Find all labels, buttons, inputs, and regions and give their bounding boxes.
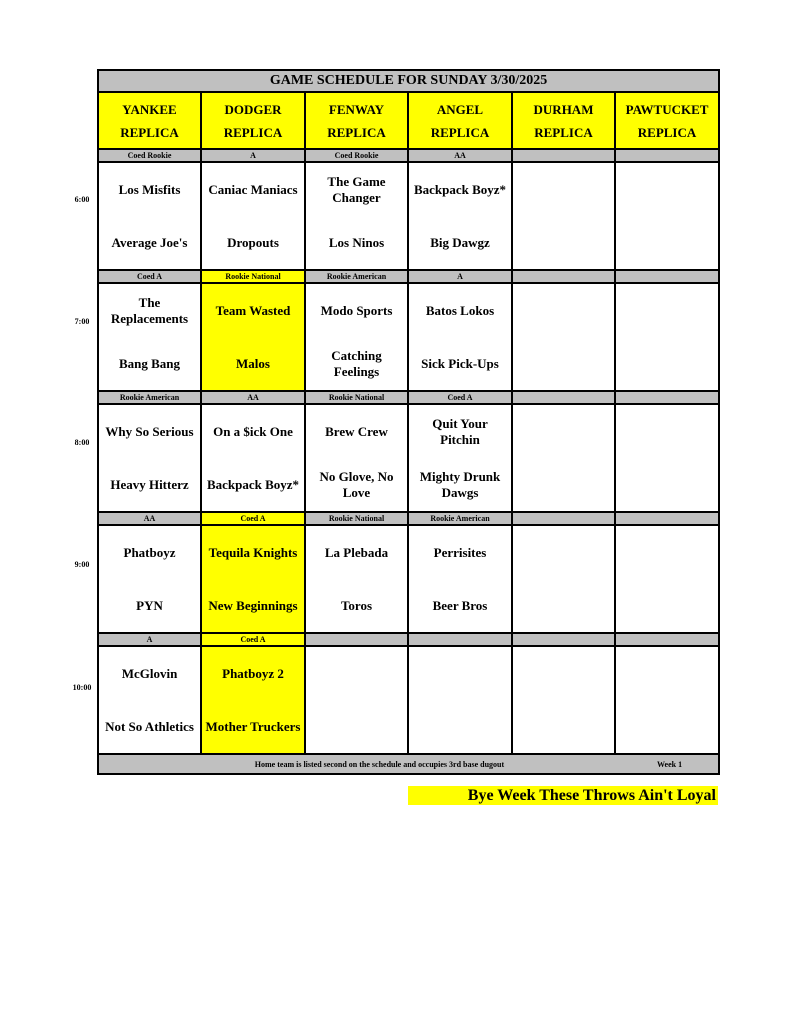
division-label xyxy=(512,633,615,646)
home-team xyxy=(616,216,718,269)
game-cell xyxy=(305,646,408,754)
home-team: Average Joe's xyxy=(111,234,188,250)
away-team: Backpack Boyz* xyxy=(413,181,507,197)
field-header-row xyxy=(98,92,719,149)
away-team: Why So Serious xyxy=(105,423,194,439)
division-row xyxy=(98,633,719,646)
game-cell xyxy=(98,646,201,754)
time-label: 6:00 xyxy=(74,195,90,204)
game-cell xyxy=(408,162,512,270)
field-header-dodger xyxy=(201,92,305,149)
field-name: ANGEL xyxy=(436,101,484,117)
bye-week-banner: Bye Week These Throws Ain't Loyal xyxy=(408,786,718,805)
home-team: Not So Athletics xyxy=(105,718,194,734)
field-header-durham xyxy=(512,92,615,149)
home-team xyxy=(513,700,614,753)
field-name: FENWAY xyxy=(328,101,385,117)
division-label: AA xyxy=(98,512,201,525)
away-team: Perrisites xyxy=(433,544,487,560)
game-cell xyxy=(615,404,719,512)
game-cell xyxy=(408,404,512,512)
field-subtitle: REPLICA xyxy=(534,124,593,140)
field-header-yankee xyxy=(98,92,201,149)
division-label: AA xyxy=(408,149,512,162)
away-team: Caniac Maniacs xyxy=(208,181,298,197)
time-label: 7:00 xyxy=(74,317,90,326)
division-label xyxy=(615,149,719,162)
home-team xyxy=(513,458,614,511)
home-team: Mighty Drunk Dawgs xyxy=(419,468,501,500)
division-row xyxy=(98,149,719,162)
division-label: Coed A xyxy=(201,512,305,525)
game-row xyxy=(98,283,719,391)
home-team xyxy=(513,337,614,390)
division-row xyxy=(98,270,719,283)
away-team: Phatboyz 2 xyxy=(222,665,284,681)
home-team: Heavy Hitterz xyxy=(110,476,189,492)
game-cell xyxy=(305,162,408,270)
home-team xyxy=(616,337,718,390)
time-label: 8:00 xyxy=(74,438,90,447)
home-team xyxy=(616,458,718,511)
game-cell xyxy=(201,162,305,270)
field-name: DODGER xyxy=(224,101,282,117)
home-team: Backpack Boyz* xyxy=(206,476,300,492)
field-subtitle: REPLICA xyxy=(327,124,386,140)
away-team: Modo Sports xyxy=(320,302,393,318)
game-cell xyxy=(512,525,615,633)
home-team: Sick Pick-Ups xyxy=(421,355,499,371)
away-team xyxy=(616,163,718,216)
division-label xyxy=(615,391,719,404)
away-team xyxy=(616,405,718,458)
game-row xyxy=(98,404,719,512)
footer-row xyxy=(98,754,719,774)
field-header-pawtucket xyxy=(615,92,719,149)
division-label xyxy=(512,270,615,283)
division-label xyxy=(512,512,615,525)
division-row xyxy=(98,391,719,404)
away-team xyxy=(409,647,511,700)
away-team: On a $ick One xyxy=(213,423,293,439)
away-team: Quit Your Pitchin xyxy=(432,415,488,447)
away-team: The Game Changer xyxy=(327,173,386,205)
time-label: 9:00 xyxy=(74,560,90,569)
game-cell xyxy=(615,283,719,391)
division-label xyxy=(615,633,719,646)
division-label: Coed A xyxy=(98,270,201,283)
game-cell xyxy=(305,525,408,633)
game-cell xyxy=(201,404,305,512)
game-cell xyxy=(408,646,512,754)
field-subtitle: REPLICA xyxy=(120,124,179,140)
game-cell xyxy=(98,162,201,270)
division-label: Coed Rookie xyxy=(98,149,201,162)
schedule-table xyxy=(97,69,720,775)
division-label: Coed A xyxy=(408,391,512,404)
home-team: Mother Truckers xyxy=(205,718,301,734)
game-cell xyxy=(201,646,305,754)
game-row xyxy=(98,525,719,633)
away-team xyxy=(513,163,614,216)
home-team: No Glove, No Love xyxy=(319,468,394,500)
field-name: YANKEE xyxy=(122,101,177,117)
home-team xyxy=(513,216,614,269)
game-cell xyxy=(512,283,615,391)
away-team: Brew Crew xyxy=(325,423,388,439)
home-team: Beer Bros xyxy=(432,597,488,613)
field-subtitle: REPLICA xyxy=(637,124,697,140)
footer-cell xyxy=(98,754,719,774)
game-cell xyxy=(408,525,512,633)
division-label: Rookie American xyxy=(98,391,201,404)
division-label xyxy=(512,149,615,162)
division-label: Coed A xyxy=(201,633,305,646)
away-team xyxy=(513,405,614,458)
field-header-fenway xyxy=(305,92,408,149)
away-team: La Plebada xyxy=(324,544,389,560)
away-team xyxy=(306,647,407,700)
field-subtitle: REPLICA xyxy=(223,124,283,140)
away-team: Batos Lokos xyxy=(425,302,495,318)
away-team xyxy=(513,526,614,579)
home-team xyxy=(513,579,614,632)
game-cell xyxy=(201,283,305,391)
game-cell xyxy=(98,404,201,512)
game-cell xyxy=(201,525,305,633)
game-cell xyxy=(305,283,408,391)
game-cell xyxy=(615,646,719,754)
week-label: Week 1 xyxy=(656,759,683,769)
away-team: Los Misfits xyxy=(118,181,181,197)
division-label: Rookie National xyxy=(305,391,408,404)
away-team xyxy=(616,526,718,579)
away-team: The Replacements xyxy=(110,294,189,326)
division-label: A xyxy=(98,633,201,646)
game-cell xyxy=(98,283,201,391)
game-cell xyxy=(615,525,719,633)
division-label: A xyxy=(408,270,512,283)
division-label xyxy=(615,270,719,283)
away-team: McGlovin xyxy=(121,665,178,681)
schedule-title: GAME SCHEDULE FOR SUNDAY 3/30/2025 xyxy=(98,70,719,92)
time-label: 10:00 xyxy=(72,683,92,692)
away-team xyxy=(513,647,614,700)
away-team: Tequila Knights xyxy=(208,544,298,560)
division-label xyxy=(305,633,408,646)
home-team: Los Ninos xyxy=(328,234,385,250)
division-label xyxy=(408,633,512,646)
home-team xyxy=(409,700,511,753)
away-team xyxy=(513,284,614,337)
home-team: Toros xyxy=(340,597,373,613)
home-team: Big Dawgz xyxy=(430,234,490,250)
game-row xyxy=(98,646,719,754)
field-header-angel xyxy=(408,92,512,149)
home-team: PYN xyxy=(136,597,163,613)
game-cell xyxy=(305,404,408,512)
away-team: Phatboyz xyxy=(123,544,176,560)
division-label: Rookie American xyxy=(408,512,512,525)
game-row xyxy=(98,162,719,270)
game-cell xyxy=(512,162,615,270)
away-team xyxy=(616,647,718,700)
division-label: Rookie National xyxy=(305,512,408,525)
division-label xyxy=(512,391,615,404)
field-subtitle: REPLICA xyxy=(430,124,490,140)
home-team: New Beginnings xyxy=(208,597,298,613)
division-label: Rookie American xyxy=(305,270,408,283)
field-name: PAWTUCKET xyxy=(625,101,709,117)
home-team xyxy=(616,579,718,632)
away-team: Team Wasted xyxy=(215,302,291,318)
home-team xyxy=(306,700,407,753)
division-label xyxy=(615,512,719,525)
title-row xyxy=(98,70,719,92)
game-cell xyxy=(615,162,719,270)
home-team: Catching Feelings xyxy=(331,347,382,379)
division-label: Rookie National xyxy=(201,270,305,283)
game-cell xyxy=(98,525,201,633)
home-team: Bang Bang xyxy=(118,355,181,371)
home-team-note: Home team is listed second on the schedule and occupies 3rd base dugout xyxy=(254,759,505,769)
division-label: Coed Rookie xyxy=(305,149,408,162)
game-cell xyxy=(512,646,615,754)
division-label: A xyxy=(201,149,305,162)
home-team: Malos xyxy=(236,355,270,371)
game-cell xyxy=(408,283,512,391)
division-row xyxy=(98,512,719,525)
home-team: Dropouts xyxy=(227,234,279,250)
home-team xyxy=(616,700,718,753)
game-cell xyxy=(512,404,615,512)
division-label: AA xyxy=(201,391,305,404)
away-team xyxy=(616,284,718,337)
field-name: DURHAM xyxy=(533,101,594,117)
